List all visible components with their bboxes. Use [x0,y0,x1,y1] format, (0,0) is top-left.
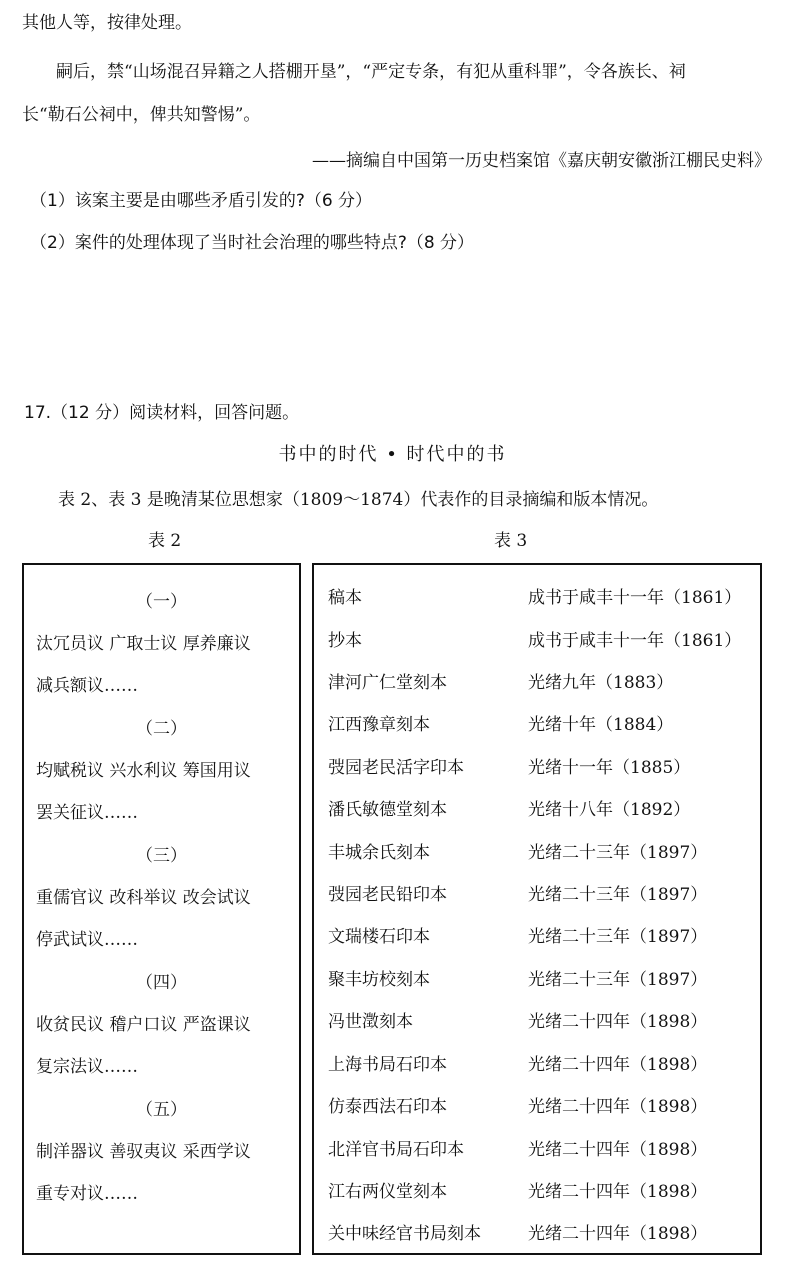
table-3-edition: 潘氏敏德堂刻本 [328,800,447,820]
table-3-date: 光绪二十三年（1897） [528,885,708,905]
table-3-caption: 表 3 [494,531,528,551]
question-17-intro: 表 2、表 3 是晚清某位思想家（1809～1874）代表作的目录摘编和版本情况。 [58,490,659,510]
table-3-edition: 津河广仁堂刻本 [328,673,447,693]
table-3-date: 成书于咸丰十一年（1861） [528,588,742,608]
table-3-date: 光绪二十四年（1898） [528,1055,708,1075]
table-2-line: 复宗法议…… [36,1057,138,1077]
table-2-line: 停武试议…… [36,930,138,950]
table-2-line: 收贫民议 稽户口议 严盗课议 [36,1015,251,1035]
table-2-line: 罢关征议…… [36,803,138,823]
table-3-date: 光绪九年（1883） [528,673,674,693]
table-3-edition: 文瑞楼石印本 [328,927,430,947]
table-3-date: 光绪二十三年（1897） [528,927,708,947]
table-3-edition: 冯世澂刻本 [328,1012,413,1032]
table-2-box [22,563,301,1255]
table-3-date: 光绪二十四年（1898） [528,1224,708,1244]
question-17-header: 17.（12 分）阅读材料，回答问题。 [24,403,300,423]
passage-line-1: 其他人等，按律处理。 [22,13,192,33]
table-3-edition: 仿泰西法石印本 [328,1097,447,1117]
passage-line-3: 长“勒石公祠中，俾共知警惕”。 [22,105,261,125]
question-16-1: （1）该案主要是由哪些矛盾引发的?（6 分） [30,191,373,211]
table-3-edition: 聚丰坊校刻本 [328,970,430,990]
table-2-line: 汰冗员议 广取士议 厚养廉议 [36,634,251,654]
table-3-edition: 丰城余氏刻本 [328,843,430,863]
table-3-date: 成书于咸丰十一年（1861） [528,631,742,651]
table-3-box [312,563,762,1255]
table-3-date: 光绪二十四年（1898） [528,1182,708,1202]
passage-line-2: 嗣后，禁“山场混召异籍之人搭棚开垦”，“严定专条，有犯从重科罪”，令各族长、祠 [56,62,686,82]
table-3-edition: 北洋官书局石印本 [328,1140,464,1160]
table-3-edition: 弢园老民活字印本 [328,758,464,778]
table-3-date: 光绪二十三年（1897） [528,843,708,863]
question-16-2: （2）案件的处理体现了当时社会治理的哪些特点?（8 分） [30,233,475,253]
table-3-date: 光绪二十四年（1898） [528,1097,708,1117]
table-3-edition: 稿本 [328,588,362,608]
table-2-line: 减兵额议…… [36,676,138,696]
table-3-date: 光绪二十三年（1897） [528,970,708,990]
table-3-edition: 弢园老民铅印本 [328,885,447,905]
table-3-edition: 江西豫章刻本 [328,715,430,735]
table-2-heading-2: （二） [136,719,187,739]
table-2-line: 重专对议…… [36,1184,138,1204]
table-2-line: 均赋税议 兴水利议 筹国用议 [36,761,251,781]
table-3-date: 光绪十年（1884） [528,715,674,735]
table-3-edition: 抄本 [328,631,362,651]
table-3-edition: 上海书局石印本 [328,1055,447,1075]
table-2-heading-3: （三） [136,846,187,866]
table-3-edition: 江右两仪堂刻本 [328,1182,447,1202]
table-3-date: 光绪十一年（1885） [528,758,691,778]
section-title: 书中的时代 • 时代中的书 [278,444,507,465]
table-2-line: 重儒官议 改科举议 改会试议 [36,888,251,908]
table-2-heading-5: （五） [136,1100,187,1120]
table-3-date: 光绪十八年（1892） [528,800,691,820]
table-3-date: 光绪二十四年（1898） [528,1140,708,1160]
table-3-date: 光绪二十四年（1898） [528,1012,708,1032]
table-2-heading-4: （四） [136,973,187,993]
table-2-line: 制洋器议 善驭夷议 采西学议 [36,1142,251,1162]
passage-source: ——摘编自中国第一历史档案馆《嘉庆朝安徽浙江棚民史料》 [312,151,771,171]
table-2-caption: 表 2 [148,531,182,551]
table-3-edition: 关中味经官书局刻本 [328,1224,481,1244]
table-2-heading-1: （一） [136,592,187,612]
